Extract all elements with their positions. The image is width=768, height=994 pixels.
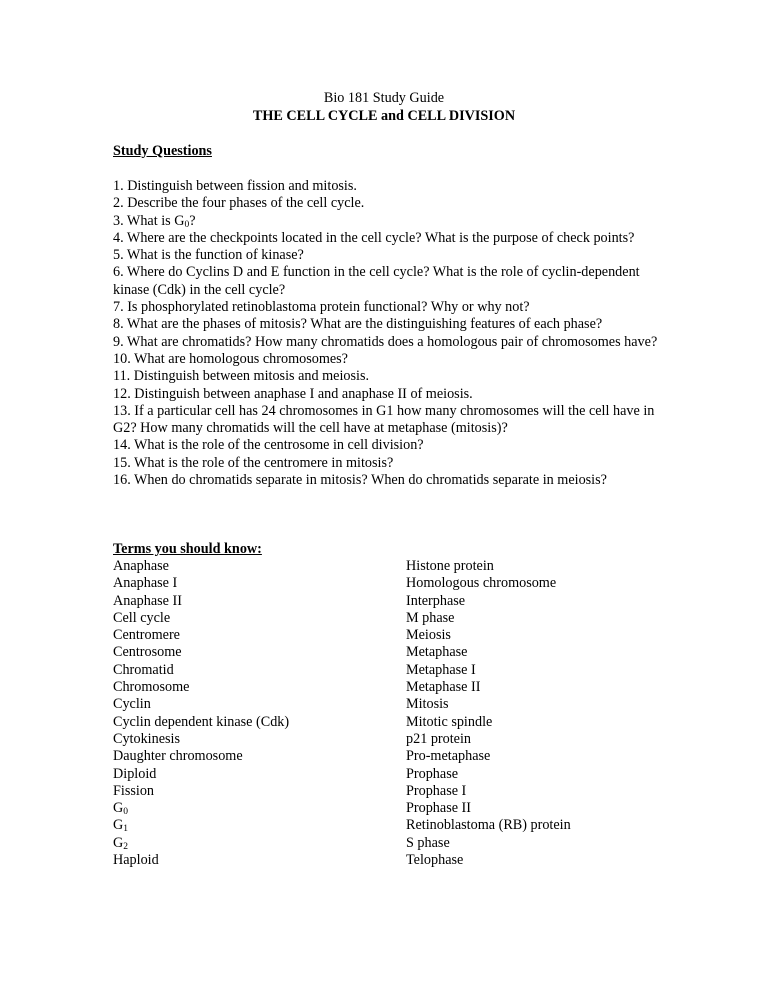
term-item: Meiosis <box>406 627 451 644</box>
question-item: 7. Is phosphorylated retinoblastoma protein functional? Why or why not? <box>113 299 530 316</box>
term-item: $G_2$ <box>113 834 128 852</box>
term-item: Interphase <box>406 592 466 609</box>
term-item: Chromosome <box>113 679 190 696</box>
term-item: Chromatid <box>113 661 174 678</box>
question-item: 10. What are homologous chromosomes? <box>113 350 348 367</box>
term-item: Cell cycle <box>113 609 171 626</box>
question-item: 12. Distinguish between anaphase I and anaphase II of meiosis. <box>113 385 473 402</box>
term-item: Daughter chromosome <box>113 748 243 765</box>
term-item: Anaphase <box>113 558 169 574</box>
term-item: Telophase <box>406 852 464 869</box>
term-item: Fission <box>113 782 155 799</box>
course-title: Bio 181 Study Guide <box>323 90 445 106</box>
term-item: p21 protein <box>406 730 472 747</box>
study-questions-heading: Study Questions <box>113 143 212 159</box>
question-item: 1. Distinguish between fission and mitosis. <box>113 178 357 194</box>
terms-right-column <box>406 558 686 869</box>
term-item: Centromere <box>113 627 180 644</box>
term-item: Cytokinesis <box>113 730 181 747</box>
term-item: Mitotic spindle <box>406 713 493 730</box>
terms-left-column <box>113 558 393 869</box>
question-item: 16. When do chromatids separate in mitosis? When do chromatids separate in meiosis? <box>113 472 607 489</box>
term-item: Prophase I <box>406 782 467 799</box>
term-item: S phase <box>406 834 450 851</box>
term-item: Metaphase I <box>406 661 476 678</box>
study-questions-list <box>113 178 658 489</box>
term-item: Centrosome <box>113 644 182 661</box>
term-item: Anaphase II <box>113 592 182 609</box>
term-item: $G_0$ <box>113 800 128 818</box>
question-item: 15. What is the role of the centromere in mitosis? <box>113 454 394 471</box>
term-item: Histone protein <box>406 558 494 574</box>
term-item: Metaphase II <box>406 679 481 696</box>
term-item: Pro-metaphase <box>406 748 491 765</box>
term-item: Metaphase <box>406 644 468 661</box>
term-item: Retinoblastoma (RB) protein <box>406 817 571 834</box>
question-item: 4. Where are the checkpoints located in the cell cycle? What is the purpose of check points? <box>113 229 635 246</box>
term-item: Homologous chromosome <box>406 575 557 592</box>
question-item: 14. What is the role of the centrosome in cell division? <box>113 437 424 454</box>
question-item: 6. Where do Cyclins D and E function in the cell cycle? What is the role of cyclin-dependent kinase (Cdk) in the cell cycle? <box>113 264 640 298</box>
term-item: Prophase <box>406 765 459 782</box>
question-item: 2. Describe the four phases of the cell cycle. <box>113 195 365 212</box>
term-item: Diploid <box>113 765 157 782</box>
question-item: 9. What are chromatids? How many chromatids does a homologous pair of chromosomes have? <box>113 333 658 350</box>
question-item: 8. What are the phases of mitosis? What are the distinguishing features of each phase? <box>113 316 603 333</box>
term-item: Prophase II <box>406 800 472 817</box>
term-item: M phase <box>406 609 455 626</box>
term-item: Anaphase I <box>113 575 178 592</box>
question-item: 13. If a particular cell has 24 chromosomes in G1 how many chromosomes will the cell have in G2? How many chromatids will the cell have at metaphase (mitosis)? <box>113 402 655 437</box>
term-item: Cyclin <box>113 696 151 713</box>
term-item: Cyclin dependent kinase (Cdk) <box>113 713 290 730</box>
term-item: $G_1$ <box>113 817 128 835</box>
question-item: 5. What is the function of kinase? <box>113 247 304 264</box>
page-title: THE CELL CYCLE and CELL DIVISION <box>252 108 516 124</box>
question-item: 11. Distinguish between mitosis and meiosis. <box>113 368 370 385</box>
question-item: 3. What is $G_0$? <box>113 212 196 230</box>
terms-heading: Terms you should know: <box>113 541 262 557</box>
term-item: Mitosis <box>406 696 449 713</box>
term-item: Haploid <box>113 852 159 869</box>
